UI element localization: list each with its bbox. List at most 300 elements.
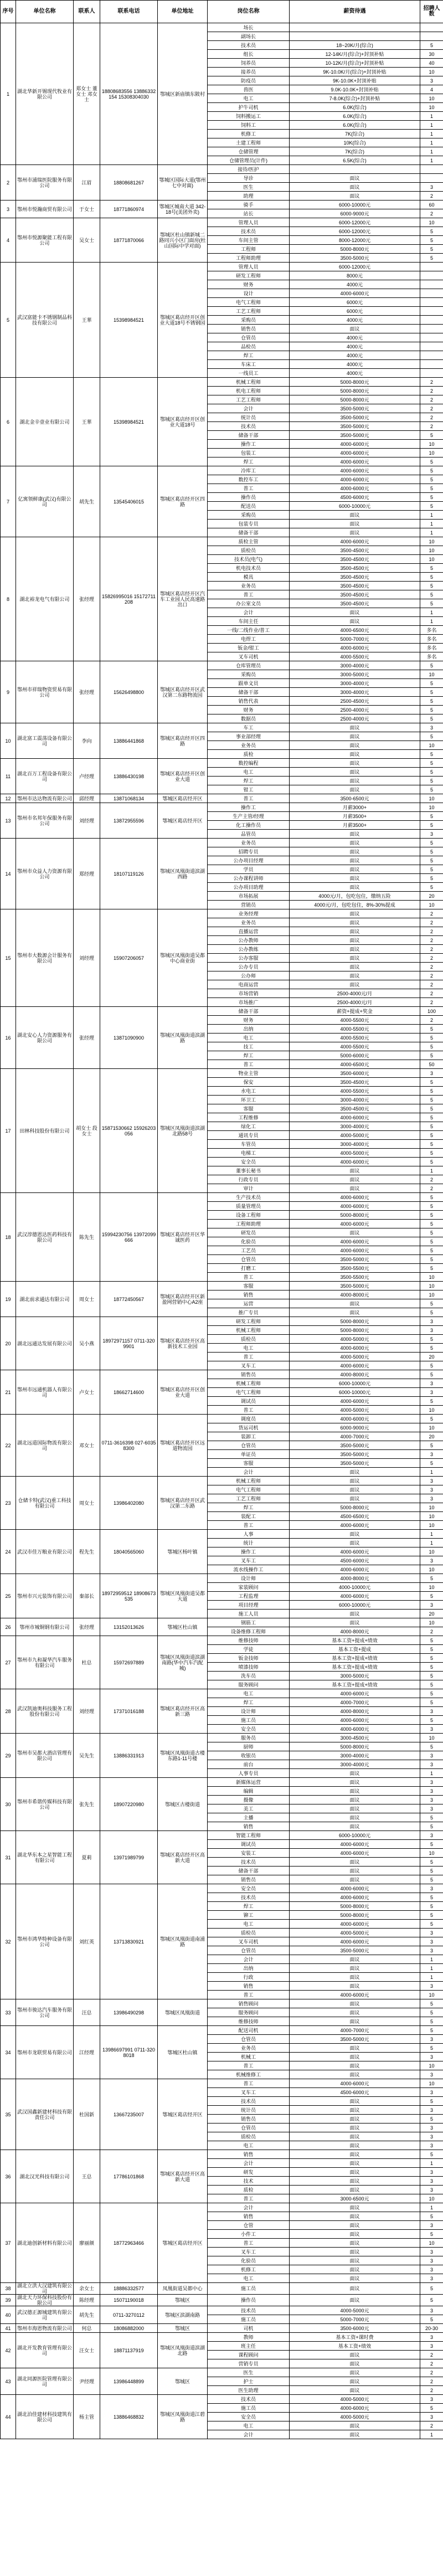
job-count: 5 xyxy=(420,1051,443,1060)
company-contact: 陈先生 xyxy=(74,1193,100,1282)
job-title: 安全员 xyxy=(208,1158,290,1166)
job-count: 1 xyxy=(420,1539,443,1547)
job-salary: 月薪3500+ xyxy=(290,821,420,830)
job-salary: 4000-7000元 xyxy=(290,2026,420,2035)
company-phone: 13152013626 xyxy=(100,1618,158,1636)
job-count xyxy=(420,360,443,369)
job-count: 5 xyxy=(420,1140,443,1149)
job-count: 5 xyxy=(420,865,443,874)
job-title: 饲料搬运工 xyxy=(208,112,290,121)
job-title: 兽医 xyxy=(208,85,290,94)
job-salary: 4000元 xyxy=(290,316,420,325)
job-count: 3 xyxy=(420,2123,443,2132)
job-title: 质检员 xyxy=(208,1335,290,1344)
job-count: 5 xyxy=(420,2150,443,2159)
job-count: 10 xyxy=(420,1734,443,1742)
company-contact: 杨主管 xyxy=(74,2395,100,2439)
job-salary: 面议 xyxy=(290,936,420,945)
company-contact: 张经理 xyxy=(74,661,100,723)
job-salary: 3500-5500元 xyxy=(290,1273,420,1282)
job-title: 设计 xyxy=(208,289,290,298)
job-salary: 5000-7000元 xyxy=(290,2315,420,2324)
job-title: 车床工 xyxy=(208,360,290,369)
company-address: 鄂城区凤凰街道江碧路 xyxy=(158,2395,208,2439)
job-title: 安全员 xyxy=(208,1725,290,1734)
job-salary: 4000-6500元 xyxy=(290,1060,420,1069)
job-salary: 面议 xyxy=(290,2186,420,2194)
job-salary: 面议 xyxy=(290,2159,420,2168)
job-title: 电气工程师 xyxy=(208,1388,290,1397)
job-title: 普工 xyxy=(208,1521,290,1530)
company-address: 鄂城区城南大道 342-18号(美团外卖) xyxy=(158,200,208,218)
job-title: 技术员 xyxy=(208,1858,290,1867)
job-title: 会计 xyxy=(208,2430,290,2439)
job-count xyxy=(420,32,443,41)
job-title: 电工 xyxy=(208,768,290,777)
company-contact: 刘经理 xyxy=(74,909,100,1007)
company-name: 鄂州市鸿华特种设备有限公司 xyxy=(16,1884,74,1999)
job-title: 工程师助理 xyxy=(208,1220,290,1228)
job-title: 焊工 xyxy=(208,1698,290,1707)
company-no: 26 xyxy=(1,1618,16,1636)
job-title: 储备干部 xyxy=(208,1007,290,1016)
job-title: 服务顾问 xyxy=(208,2008,290,2017)
job-count: 1 xyxy=(420,1468,443,1477)
job-title: 董事长秘书 xyxy=(208,1166,290,1175)
job-salary: 3500-6500元 xyxy=(290,794,420,803)
job-count: 1 xyxy=(420,528,443,537)
job-title: 一线/二线作业/普工 xyxy=(208,626,290,635)
company-address: 鄂城区杜山镇 xyxy=(158,2026,208,2079)
job-title: 学员 xyxy=(208,865,290,874)
job-salary: 4000-5000元 xyxy=(290,1406,420,1415)
job-title: 工程师 xyxy=(208,245,290,254)
company-no: 40 xyxy=(1,2306,16,2324)
company-name: 湖北富工震荡设备有限公司 xyxy=(16,723,74,759)
job-count: 5 xyxy=(420,1822,443,1831)
job-title: 技术员(电气) xyxy=(208,555,290,564)
job-title: 一线员工 xyxy=(208,369,290,378)
job-count xyxy=(420,263,443,271)
job-count: 20 xyxy=(420,1432,443,1441)
table-row xyxy=(1,1530,443,1539)
company-no: 19 xyxy=(1,1282,16,1317)
job-count: 5 xyxy=(420,466,443,475)
job-title: 业务员 xyxy=(208,839,290,847)
job-salary: 3000-4500元 xyxy=(290,1734,420,1742)
job-salary: 6.5K(综合) xyxy=(290,156,420,165)
job-salary: 3500-5000元 xyxy=(290,1450,420,1459)
job-title: 事业部经理 xyxy=(208,732,290,741)
job-title: 防疫员 xyxy=(208,76,290,85)
job-title: 仓储管理 xyxy=(208,147,290,156)
job-title: 公办客服 xyxy=(208,954,290,963)
company-contact: 江经理 xyxy=(74,2026,100,2079)
company-address: 凤凰街道吴都中心 xyxy=(158,2283,208,2295)
company-phone: 13871090900 xyxy=(100,1007,158,1069)
job-salary: 3000-4000元 xyxy=(290,1760,420,1769)
job-salary: 面议 xyxy=(290,732,420,741)
job-count: 多名 xyxy=(420,626,443,635)
company-name: 田林科技股份有限公司 xyxy=(16,1069,74,1193)
job-title: 运营 xyxy=(208,1299,290,1308)
table-row xyxy=(1,1370,443,1379)
job-count: 5 xyxy=(420,1893,443,1902)
job-salary: 5000-6000元 xyxy=(290,1051,420,1060)
company-contact: 尹经理 xyxy=(74,2368,100,2395)
job-salary: 面议 xyxy=(290,2295,420,2306)
company-no: 2 xyxy=(1,165,16,200)
company-no: 6 xyxy=(1,378,16,466)
job-title: 家装顾问 xyxy=(208,1583,290,1592)
job-salary: 面议 xyxy=(290,830,420,839)
job-title: 铆工 xyxy=(208,1911,290,1920)
job-count: 100 xyxy=(420,1007,443,1016)
job-count: 1 xyxy=(420,1530,443,1539)
job-title: 机修工 xyxy=(208,2265,290,2274)
job-title: 车间主管 xyxy=(208,236,290,245)
job-count: 3 xyxy=(420,723,443,732)
job-salary: 面议 xyxy=(290,2351,420,2359)
job-salary: 4000-6000元 xyxy=(290,644,420,652)
job-salary: 3500-5000元 xyxy=(290,431,420,440)
job-title: 公办课程讲师 xyxy=(208,874,290,883)
company-name: 湖北天力环保科技股份有限公司 xyxy=(16,2295,74,2306)
job-count: 3 xyxy=(420,2333,443,2342)
job-salary: 5000-8000元 xyxy=(290,1211,420,1220)
company-address: 鄂城区葛店经开区汽车工业园人民高速路出口 xyxy=(158,537,208,661)
job-title: 质检员 xyxy=(208,2132,290,2141)
job-count: 10 xyxy=(420,1849,443,1858)
job-count: 3 xyxy=(420,1760,443,1769)
job-salary: 9K-10.0K/月(综合)+封顶补贴 xyxy=(290,68,420,76)
job-salary: 2500-4000元 xyxy=(290,714,420,723)
company-no: 8 xyxy=(1,537,16,661)
job-count: 5 xyxy=(420,245,443,254)
job-salary: 面议 xyxy=(290,1610,420,1618)
job-salary: 4500-6000元 xyxy=(290,493,420,502)
job-salary: 4500-6000元 xyxy=(290,2088,420,2097)
job-salary: 10K(综合) xyxy=(290,138,420,147)
job-count: 5 xyxy=(420,661,443,670)
company-phone: 0711-3270112 xyxy=(100,2306,158,2324)
company-phone: 18040565060 xyxy=(100,1530,158,1574)
job-count: 3 xyxy=(420,183,443,192)
company-contact: 吴先生 xyxy=(74,1734,100,1778)
company-address: 鄂城区国际大道(鄂州七中对面) xyxy=(158,165,208,200)
table-row xyxy=(1,661,443,670)
company-no: 5 xyxy=(1,263,16,378)
job-title: 普工 xyxy=(208,1353,290,1361)
job-salary: 4000-6000元 xyxy=(290,1893,420,1902)
company-address: 鄂城区葛店经开区四路 xyxy=(158,466,208,537)
job-title: 仓管 xyxy=(208,2221,290,2230)
company-name: 鄂州市远通机器人有限公司 xyxy=(16,1370,74,1415)
job-count: 5 xyxy=(420,582,443,590)
job-salary: 4000-6000元 xyxy=(290,484,420,493)
job-salary: 4000-6000元 xyxy=(290,1547,420,1556)
job-salary: 3500-6000元 xyxy=(290,1069,420,1078)
job-count: 2 xyxy=(420,971,443,980)
table-row xyxy=(1,1999,443,2008)
job-title: 班主任 xyxy=(208,2342,290,2351)
job-salary: 面议 xyxy=(290,2123,420,2132)
job-count: 2 xyxy=(420,989,443,998)
job-count: 5 xyxy=(420,2404,443,2413)
job-title: 洗车员 xyxy=(208,1672,290,1680)
job-count: 50 xyxy=(420,1060,443,1069)
table-row xyxy=(1,200,443,209)
job-salary: 4000元 xyxy=(290,360,420,369)
job-count: 10 xyxy=(420,555,443,564)
company-phone: 15972697889 xyxy=(100,1636,158,1689)
job-salary: 3500-4500元 xyxy=(290,590,420,599)
job-count: 5 xyxy=(420,475,443,484)
table-row xyxy=(1,803,443,812)
job-salary: 5000-7000元 xyxy=(290,635,420,644)
job-title: 财务 xyxy=(208,706,290,714)
job-count: 5 xyxy=(420,2026,443,2035)
job-salary: 4000-5500元 xyxy=(290,1016,420,1025)
job-count: 5 xyxy=(420,1361,443,1370)
job-count: 2 xyxy=(420,945,443,954)
job-salary: 面议 xyxy=(290,2168,420,2177)
job-salary: 5000-8000元 xyxy=(290,387,420,395)
job-title: 电工 xyxy=(208,1034,290,1042)
job-salary: 3000-5000元 xyxy=(290,670,420,679)
job-count: 1 xyxy=(420,608,443,617)
job-salary: 4500-6500元 xyxy=(290,1512,420,1521)
company-phone: 13886331913 xyxy=(100,1734,158,1778)
job-salary: 面议 xyxy=(290,2377,420,2386)
job-count: 5 xyxy=(420,1689,443,1698)
job-title: 场长 xyxy=(208,23,290,32)
table-row xyxy=(1,165,443,174)
job-count xyxy=(420,174,443,183)
job-count: 5 xyxy=(420,1131,443,1140)
job-title: 统计员 xyxy=(208,413,290,422)
job-count xyxy=(420,316,443,325)
job-salary: 面议 xyxy=(290,2239,420,2248)
company-phone: 13971989799 xyxy=(100,1831,158,1884)
job-salary: 面议 xyxy=(290,1858,420,1867)
company-name: 武汉德正源城建筑有限公司 xyxy=(16,2306,74,2324)
job-salary: 5000-8000元 xyxy=(290,1317,420,1326)
job-salary: 面议 xyxy=(290,1530,420,1539)
job-title: 质检 xyxy=(208,750,290,759)
company-address: 鄂城区葛店经开区创业大道18号 xyxy=(158,378,208,466)
job-salary: 4000-6000元 xyxy=(290,1725,420,1734)
job-count: 3 xyxy=(420,2248,443,2256)
job-count: 2 xyxy=(420,2386,443,2395)
job-title: 普工 xyxy=(208,2061,290,2070)
job-salary: 4000-6000元 xyxy=(290,449,420,457)
job-salary: 4000-5000元 xyxy=(290,1353,420,1361)
job-count: 2 xyxy=(420,387,443,395)
job-salary: 面议 xyxy=(290,1618,420,1627)
job-title: 叉车工 xyxy=(208,1556,290,1565)
job-title: 工艺员 xyxy=(208,1246,290,1255)
job-salary: 3500-5500元 xyxy=(290,1264,420,1273)
job-count: 5 xyxy=(420,759,443,768)
job-salary: 4000-6000元 xyxy=(290,1884,420,1893)
job-count: 5 xyxy=(420,1078,443,1087)
job-salary: 4000元 xyxy=(290,280,420,289)
job-salary: 4000-5000元 xyxy=(290,2413,420,2421)
job-salary: 5000-8000元 xyxy=(290,1902,420,1911)
job-salary: 基本工资+提成+绩效 xyxy=(290,1636,420,1645)
job-count: 5 xyxy=(420,1663,443,1672)
company-no: 1 xyxy=(1,23,16,165)
company-phone: 13986448899 xyxy=(100,2368,158,2395)
job-title: 叉车工 xyxy=(208,2088,290,2097)
job-salary: 10-12K/月(综合)+封顶补贴 xyxy=(290,59,420,68)
job-salary: 面议 xyxy=(290,1796,420,1804)
company-contact: 邱经理 xyxy=(74,794,100,803)
job-count: 2 xyxy=(420,1016,443,1025)
job-count: 3 xyxy=(420,1884,443,1893)
job-title: 公办教练 xyxy=(208,945,290,954)
job-salary: 面议 xyxy=(290,2008,420,2017)
job-title: 车间主任 xyxy=(208,617,290,626)
company-address: 鄂城区葛店经开区武汉第二东路物流园 xyxy=(158,661,208,723)
job-salary: 4000-5500元 xyxy=(290,1025,420,1034)
table-row xyxy=(1,909,443,918)
job-salary: 4000-5000元 xyxy=(290,1131,420,1140)
job-count: 3 xyxy=(420,1787,443,1796)
job-count: 5 xyxy=(420,1742,443,1751)
job-count: 3 xyxy=(420,1388,443,1397)
job-title: 环卫工 xyxy=(208,1096,290,1104)
job-title: 工程维修 xyxy=(208,1113,290,1122)
job-salary: 面议 xyxy=(290,1228,420,1237)
company-name: 湖北前求通达有限公司 xyxy=(16,1282,74,1317)
job-count: 10 xyxy=(420,2239,443,2248)
company-name: 湖北立洪大汉建筑有限公司 xyxy=(16,2283,74,2295)
company-no: 7 xyxy=(1,466,16,537)
job-title: 储备干部 xyxy=(208,528,290,537)
company-name: 武汉国鑫新建材科技有限责任公司 xyxy=(16,2079,74,2150)
job-count: 5 xyxy=(420,785,443,794)
job-title: 会计 xyxy=(208,2159,290,2168)
company-phone: 18772963466 xyxy=(100,2203,158,2283)
job-count: 多名 xyxy=(420,652,443,661)
job-count: 多名 xyxy=(420,635,443,644)
job-salary: 面议 xyxy=(290,777,420,785)
job-salary: 面议 xyxy=(290,1875,420,1884)
company-address: 鄂城区葛店经开区新盈网营销中心A2座 xyxy=(158,1282,208,1317)
table-row xyxy=(1,2395,443,2404)
job-count: 40 xyxy=(420,59,443,68)
table-row xyxy=(1,1734,443,1742)
job-count: 1 xyxy=(420,1973,443,1982)
job-count xyxy=(420,298,443,307)
job-salary: 面议 xyxy=(290,1494,420,1503)
job-title: 电气工程师 xyxy=(208,298,290,307)
job-title: 质检员 xyxy=(208,546,290,555)
company-no: 34 xyxy=(1,2026,16,2079)
company-name: 湖北华东本之星智能工程有限公司 xyxy=(16,1831,74,1884)
job-count xyxy=(420,351,443,360)
job-title: 骑手 xyxy=(208,200,290,209)
job-count: 3 xyxy=(420,2070,443,2079)
job-title: 质量管理员 xyxy=(208,1202,290,1211)
job-title: 通讯专员 xyxy=(208,1131,290,1140)
job-count: 10 xyxy=(420,103,443,112)
job-count: 5 xyxy=(420,599,443,608)
company-no: 24 xyxy=(1,1530,16,1574)
job-salary: 9K-10.0K+封顶补贴 xyxy=(290,76,420,85)
header-count: 招聘人数 xyxy=(420,1,443,23)
job-title: 饲养员 xyxy=(208,59,290,68)
job-salary: 面议 xyxy=(290,520,420,528)
job-count: 5 xyxy=(420,1308,443,1317)
job-count: 3 xyxy=(420,1317,443,1326)
company-no: 37 xyxy=(1,2203,16,2283)
company-address: 鄂城区葛店经开区远道物流园 xyxy=(158,1415,208,1477)
company-phone: 18808681267 xyxy=(100,165,158,200)
job-title: 装配工 xyxy=(208,1512,290,1521)
job-salary: 4000-6000元 xyxy=(290,1991,420,1999)
company-no: 10 xyxy=(1,723,16,759)
job-title: 研发 xyxy=(208,2168,290,2177)
company-no: 17 xyxy=(1,1069,16,1193)
job-count: 5 xyxy=(420,1096,443,1104)
job-salary: 面议 xyxy=(290,768,420,777)
job-salary: 4000-6000元 xyxy=(290,1565,420,1574)
job-title: 摄像 xyxy=(208,1796,290,1804)
company-contact: 廖丽颜 xyxy=(74,2203,100,2283)
job-count: 10 xyxy=(420,794,443,803)
job-title: 编辑 xyxy=(208,1787,290,1796)
job-count: 5 xyxy=(420,1902,443,1911)
job-salary: 4000-6000元 xyxy=(290,440,420,449)
job-title: 会计 xyxy=(208,1955,290,1964)
job-count: 3 xyxy=(420,1929,443,1937)
company-phone: 15826995016 15172711208 xyxy=(100,537,158,661)
job-title: 电工 xyxy=(208,94,290,103)
job-salary: 3000-5000元 xyxy=(290,1672,420,1680)
job-count: 2 xyxy=(420,2351,443,2359)
job-title: 操作工 xyxy=(208,1547,290,1556)
job-salary: 面议 xyxy=(290,2141,420,2150)
job-title: 教师 xyxy=(208,2333,290,2342)
job-salary: 面议 xyxy=(290,2265,420,2274)
job-title: 普工 xyxy=(208,1991,290,1999)
job-title: 市场营销 xyxy=(208,989,290,998)
header-contact: 联系人 xyxy=(74,1,100,23)
job-salary: 6000-10000元 xyxy=(290,1601,420,1610)
job-count: 1 xyxy=(420,1769,443,1778)
company-phone: 18086882000 xyxy=(100,2324,158,2333)
job-salary: 3500-5000元 xyxy=(290,413,420,422)
job-count: 10 xyxy=(420,1512,443,1521)
job-count: 10 xyxy=(420,94,443,103)
job-title: 仓管员 xyxy=(208,2123,290,2132)
job-title: 业务员 xyxy=(208,741,290,750)
job-count: 3 xyxy=(420,1494,443,1503)
company-contact: 夏莉 xyxy=(74,1831,100,1884)
job-salary: 3000-4000元 xyxy=(290,679,420,688)
company-address: 鄂城区凤凰街道 xyxy=(158,1999,208,2026)
job-count: 5 xyxy=(420,1299,443,1308)
job-count: 3 xyxy=(420,2141,443,2150)
job-count: 2 xyxy=(420,1627,443,1636)
job-title: 施工人员 xyxy=(208,1610,290,1618)
company-address: 鄂城区葛店经开区高新大道 xyxy=(158,2150,208,2203)
table-row xyxy=(1,1282,443,1290)
job-title: 直播运营 xyxy=(208,927,290,936)
